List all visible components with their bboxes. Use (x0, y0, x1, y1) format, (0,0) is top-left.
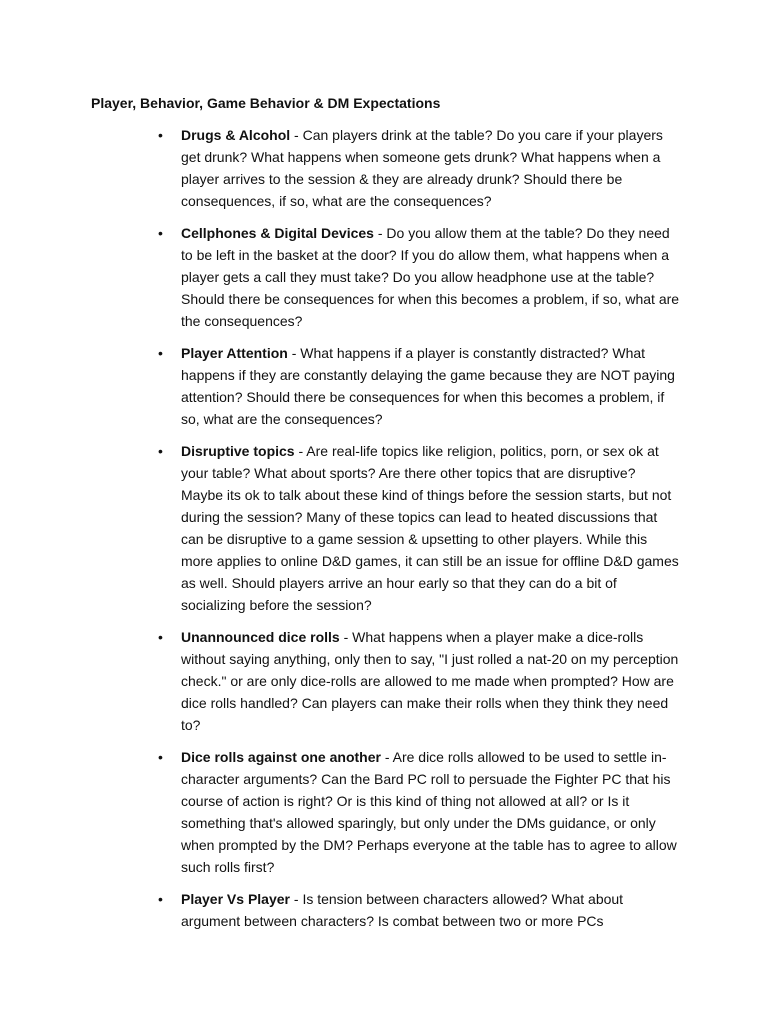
item-separator: - (380, 749, 393, 765)
item-term: Dice rolls against one another (181, 749, 381, 765)
item-term: Disruptive topics (181, 443, 295, 459)
list-item-drugs-alcohol (158, 124, 681, 212)
item-text: What happens when a player make a dice-rolls without saying anything, only then to say, "I just rolled a nat-20 on my perception check." or are only dice-rolls are allowed to me made when prompted? How are dice rolls handled? Can players can make their rolls when they think they need to? (181, 629, 679, 733)
item-separator: - (339, 629, 353, 645)
bullet-icon: • (158, 629, 163, 645)
list-item-cellphones (158, 222, 681, 332)
item-term: Unannounced dice rolls (181, 629, 340, 645)
item-term: Cellphones & Digital Devices (181, 225, 374, 241)
item-text: Are dice rolls allowed to be used to settle in-character arguments? Can the Bard PC roll to persuade the Fighter PC that his course of action is right? Or is this kind of thing not allowed at all? or Is it something that's allowed sparingly, but only under the DMs guidance, or only when prompted by the DM? Perhaps everyone at the table has to agree to allow such rolls first? (181, 749, 677, 875)
item-separator: - (294, 443, 307, 459)
bullet-icon: • (158, 225, 163, 241)
list-item-disruptive-topics (158, 440, 681, 616)
bullet-icon: • (158, 749, 163, 765)
list-item-player-vs-player (158, 888, 681, 932)
item-separator: - (287, 345, 301, 361)
item-text: Are real-life topics like religion, politics, porn, or sex ok at your table? What about sports? Are there other topics that are disruptive? Maybe its ok to talk about these kind of things before the session starts, but not during the session? Many of these topics can lead to heated discussions that can be disruptive to a game session & upsetting to other players. While this more applies to online D&D games, it can still be an issue for offline D&D games as well. Should players arrive an hour early so that they can do a bit of socializing before the session? (181, 443, 679, 613)
bullet-icon: • (158, 345, 163, 361)
bullet-icon: • (158, 443, 163, 459)
item-term: Drugs & Alcohol (181, 127, 291, 143)
expectations-list (158, 124, 681, 942)
item-separator: - (290, 127, 303, 143)
list-item-player-attention (158, 342, 681, 430)
item-text: Do you allow them at the table? Do they need to be left in the basket at the door? If you do allow them, what happens when a player gets a call they must take? Do you allow headphone use at the table? Should there be consequences for when this becomes a problem, if so, what are the consequences? (181, 225, 680, 329)
item-text: What happens if a player is constantly distracted? What happens if they are constantly delaying the game because they are NOT paying attention? Should there be consequences for when this becomes a problem, if so, what are the consequences? (181, 345, 675, 427)
bullet-icon: • (158, 127, 163, 143)
item-separator: - (373, 225, 387, 241)
item-term: Player Attention (181, 345, 288, 361)
list-item-dice-rolls-against-one-another (158, 746, 681, 878)
item-term: Player Vs Player (181, 891, 290, 907)
bullet-icon: • (158, 891, 163, 907)
list-item-unannounced-dice-rolls (158, 626, 681, 736)
item-separator: - (289, 891, 303, 907)
section-heading: Player, Behavior, Game Behavior & DM Expectations (91, 95, 441, 111)
item-text: Can players drink at the table? Do you care if your players get drunk? What happens when someone gets drunk? What happens when a player arrives to the session & they are already drunk? Should there be consequences, if so, what are the consequences? (181, 127, 663, 209)
item-text: Is tension between characters allowed? What about argument between characters? Is combat between two or more PCs (181, 891, 624, 929)
